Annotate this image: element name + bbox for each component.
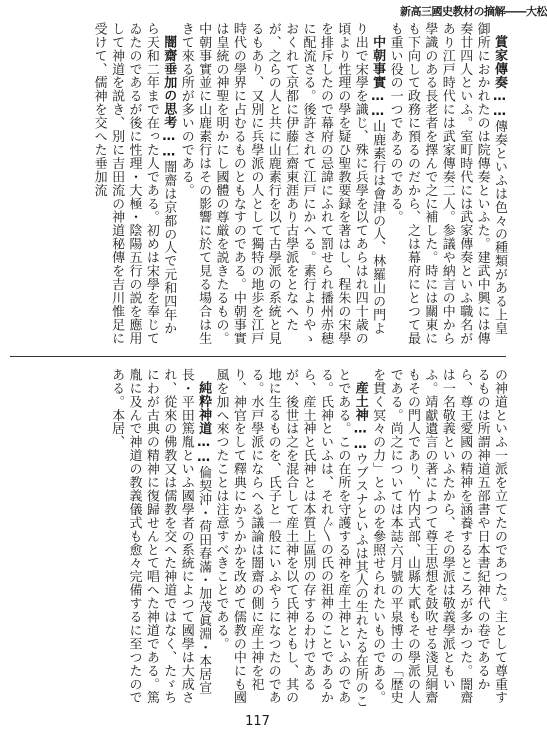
paragraph xyxy=(212,368,369,708)
paragraph xyxy=(369,368,508,708)
paragraph-body: 傳奏といふは色々の種類がある上皇御所におかれたのは院傳奏といふた。建武中興には傳奏廿四人といふ。室町時代には武家傳奏といふ職名があり江戸時代には武家傳奏二人。参議や納言の中から學識のある長老者を擇んで之に補した。時には關東にも下向して政務に預るのだから、之は幕府にとつて最も重い役の一つであるのである。 xyxy=(387,22,507,345)
paragraph xyxy=(90,22,177,348)
running-header: 新高三國史教材の摘解――大松 xyxy=(400,5,547,18)
paragraph xyxy=(108,368,212,708)
lower-text-block xyxy=(8,368,508,708)
section-divider xyxy=(10,356,506,357)
paragraph-body: 山鹿素行は會津の人、林羅山の門より出で宋學を識じ、殊に兵學を以てあらはれ四十歳の頃より性理の學を疑ひ聖教要録を著はし、程朱の宋學を排斥したので幕府の忌諱にふれて罰せられ播州赤穂に配流さる。後許されて江戸にかへる。素行よりやゝおくれて京都に伊藤仁齋東涯あり古學派をとなへたが、之らの人と共に山鹿素行を以て古學派の系統と見るもあり、又別に兵學派の人として獨特の地歩を江戸時代の學界に占むるものともなすのである。中朝事實は皇統の神聖を明かにし國體の尊厳を説きたるもの。中朝事實並に山鹿素行はその影響に於て見る場合は生きて來る所が多いのである。 xyxy=(178,22,386,345)
paragraph-body: 闇齋は京都の人で元和四年から天和二年まで在った人である。初めは宋學を奉じてゐたのであるが後に性理・大極・陰陽五行の説を應用して神道を説き、別に吉田流の神道秘傳を吉川惟足に受けて、儒神を交へた垂加流 xyxy=(91,22,177,345)
paragraph-heading: 産土神…… xyxy=(352,381,368,453)
paragraph-body: ウブスナといふは其人の生れたる在所のことである。この在所を守護する神を産土神といふのである。氏神といふは、それ〴〵の氏の祖神のことであるから、産土神と氏神とは本質上區別の存するわけであるが、後世は之を混合して産土神を以て氏神ともし、其の地に生るものを、氏子と一般にいふやうになつたのである。水戸學派にならへる議論は闇齋の側に産土神を祀り、神官をして釋典にかうかかを改めて儒教の中にも國風を加へ來つたことは注意すべきことである。 xyxy=(213,368,368,708)
paragraph-heading: 賞家傳奏…… xyxy=(492,35,507,120)
paragraph xyxy=(177,22,386,348)
paragraph-heading: 中朝事實…… xyxy=(370,35,386,120)
page-number: 117 xyxy=(245,714,270,729)
upper-text-block xyxy=(8,22,508,348)
paragraph-heading: 純粋神道…… xyxy=(196,381,212,466)
paragraph-heading: 闇齋垂加の思考…… xyxy=(161,35,177,161)
paragraph xyxy=(386,22,508,348)
paragraph-body: の神道といふ一派を立てたのであつた。主として尊重するものは所謂神道五部書や日本書紀神代の卷であるから、尊王愛國の精神を涵養するところが多かつた。闇齋は一名敬義といふたから、その學派は敬義學派ともいふ。靖獻遺言の著によつて尊王思想を鼓吹せる淺見絅齋もその門人であり、竹内式部、山縣大貳もその學派の人である。尚之については本誌六月號の平泉博士の「歴史を貫く冥々の力」とふのを參照せられたいものである。 xyxy=(370,368,507,705)
paragraph-body: 倫契沖・荷田春滿・加茂眞淵・本居宣長・平田篤胤といふ國學者の系統によつて國學は大成され、從來の佛教又は儒教を交へた神道ではなく、たゞちにわが古典の精神に復歸せんとて唱へた神道である。篤胤に及んで神道の教義儀式も愈々完備するに至つたのである。本居、 xyxy=(109,368,212,705)
